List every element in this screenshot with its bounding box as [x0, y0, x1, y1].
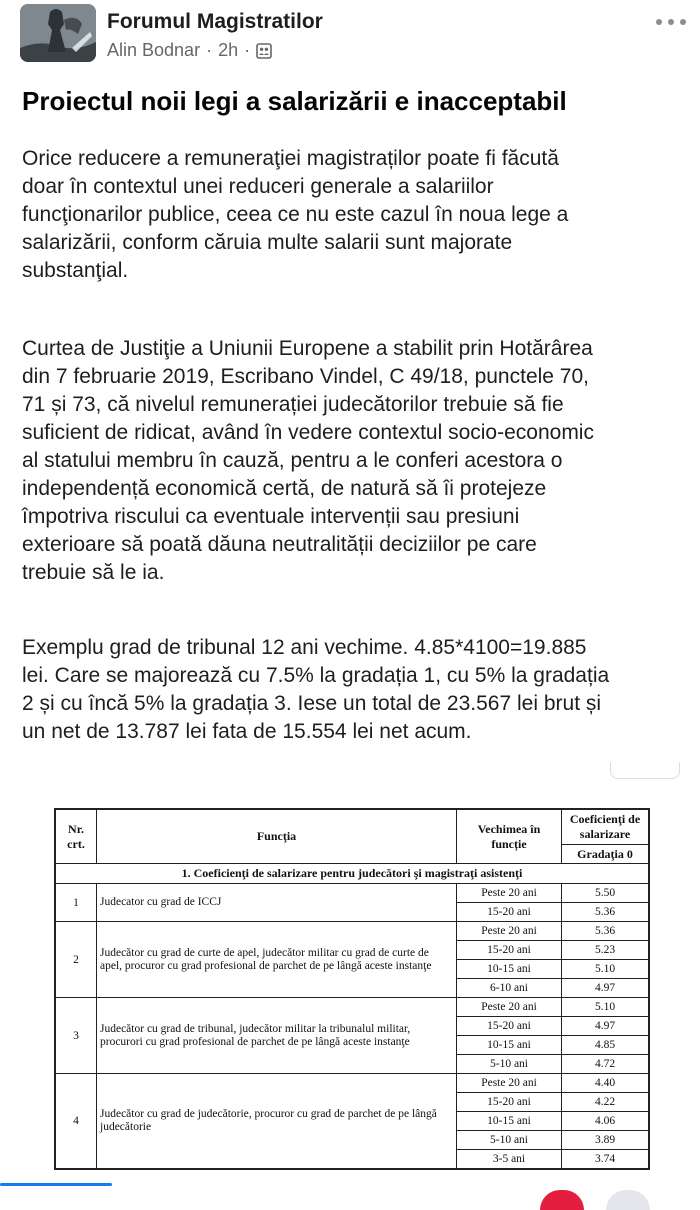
coefficient-cell: 4.72: [562, 1055, 650, 1074]
seniority-cell: 15-20 ani: [457, 903, 562, 922]
paragraph-line: suficient de ridicat, având în vedere contextul socio-economic: [22, 421, 594, 444]
table-row: [55, 998, 649, 1017]
function-description: Judecător cu grad de judecătorie, procuror cu grad de parchet de pe lângă judecătorie: [97, 1074, 457, 1170]
table-row: [55, 1074, 649, 1093]
reaction-button[interactable]: [606, 1190, 650, 1210]
photo-tag-box: [610, 762, 680, 779]
table-row: [55, 884, 649, 903]
paragraph-line: doar în contextul unei reduceri generale a salariilor: [22, 175, 494, 198]
dot-icon: [668, 19, 674, 25]
statue-icon: [20, 4, 96, 62]
salary-table: [54, 808, 650, 1170]
dot-icon: [680, 19, 686, 25]
row-number: 2: [55, 922, 97, 998]
paragraph-line: Curtea de Justiţie a Uniunii Europene a stabilit prin Hotărârea: [22, 337, 593, 360]
seniority-cell: Peste 20 ani: [457, 1074, 562, 1093]
col-header-gradatia: Gradaţia 0: [562, 845, 650, 864]
paragraph-line: funcţionarilor publice, ceea ce nu este cazul în noua lege a: [22, 203, 569, 226]
paragraph-line: substanţial.: [22, 259, 129, 282]
coefficient-cell: 4.85: [562, 1036, 650, 1055]
coefficient-cell: 5.10: [562, 960, 650, 979]
seniority-cell: Peste 20 ani: [457, 884, 562, 903]
scroll-indicator: [0, 1183, 112, 1186]
col-header-vechime: Vechimea în funcție: [457, 809, 562, 864]
col-header-nr: Nr. crt.: [55, 809, 97, 864]
paragraph-line: 71 și 73, că nivelul remunerației judecătorilor trebuie să fie: [22, 393, 564, 416]
coefficient-cell: 5.50: [562, 884, 650, 903]
seniority-cell: Peste 20 ani: [457, 922, 562, 941]
post-paragraph: [22, 335, 694, 587]
post-meta: [107, 40, 272, 61]
coefficient-cell: 3.74: [562, 1150, 650, 1170]
post-title: Proiectul noii legi a salarizării e inacceptabil: [22, 86, 567, 116]
post-paragraph: [22, 634, 694, 746]
more-options-button[interactable]: [656, 12, 686, 32]
paragraph-line: lei. Care se majorează cu 7.5% la gradația 1, cu 5% la gradația: [22, 664, 610, 687]
paragraph-line: salarizării, conform căruia multe salarii sunt majorate: [22, 231, 513, 254]
coefficient-cell: 4.06: [562, 1112, 650, 1131]
table-body: [55, 864, 649, 1170]
seniority-cell: 5-10 ani: [457, 1055, 562, 1074]
seniority-cell: 15-20 ani: [457, 1093, 562, 1112]
function-description: Judecător cu grad de tribunal, judecător militar la tribunalul militar, procurori cu grad profesional de parchet de pe lângă aceste instanţe: [97, 998, 457, 1074]
function-description: Judecator cu grad de ICCJ: [97, 884, 457, 922]
coefficient-cell: 5.10: [562, 998, 650, 1017]
paragraph-line: Exemplu grad de tribunal 12 ani vechime. 4.85*4100=19.885: [22, 636, 587, 659]
paragraph-line: trebuie să le ia.: [22, 561, 165, 584]
seniority-cell: Peste 20 ani: [457, 998, 562, 1017]
paragraph-line: un net de 13.787 lei fata de 15.554 lei net acum.: [22, 720, 472, 743]
row-number: 1: [55, 884, 97, 922]
seniority-cell: 15-20 ani: [457, 1017, 562, 1036]
seniority-cell: 10-15 ani: [457, 1112, 562, 1131]
seniority-cell: 10-15 ani: [457, 960, 562, 979]
coefficient-cell: 4.22: [562, 1093, 650, 1112]
meta-separator: ·: [206, 40, 213, 60]
group-avatar[interactable]: [20, 4, 96, 62]
paragraph-line: independență economică certă, de natură să îi protejeze: [22, 477, 547, 500]
row-number: 3: [55, 998, 97, 1074]
dot-icon: [656, 19, 662, 25]
section-title: 1. Coeficienţi de salarizare pentru judecători şi magistraţi asistenţi: [55, 864, 649, 884]
coefficient-cell: 5.36: [562, 903, 650, 922]
paragraph-line: al statului membru în cauză, pentru a le conferi acestora o: [22, 449, 563, 472]
members-icon: [256, 43, 272, 59]
reaction-button[interactable]: [540, 1190, 584, 1210]
col-header-coeficienti: Coeficienţi de salarizare: [562, 809, 650, 845]
post-paragraph: [22, 145, 694, 285]
meta-separator: ·: [244, 40, 251, 60]
function-description: Judecător cu grad de curte de apel, judecător militar cu grad de curte de apel, procuror cu grad profesional de parchet de pe lângă aceste instanţe: [97, 922, 457, 998]
seniority-cell: 5-10 ani: [457, 1131, 562, 1150]
post-header: [0, 0, 700, 70]
seniority-cell: 10-15 ani: [457, 1036, 562, 1055]
paragraph-line: din 7 februarie 2019, Escribano Vindel, C 49/18, punctele 70,: [22, 365, 589, 388]
paragraph-line: 2 și cu încă 5% la gradația 3. Iese un total de 23.567 lei brut și: [22, 692, 602, 715]
coefficient-cell: 4.97: [562, 979, 650, 998]
post-time[interactable]: 2h: [218, 40, 239, 60]
coefficient-cell: 5.36: [562, 922, 650, 941]
paragraph-line: împotriva riscului ca eventuale intervenții sau presiuni: [22, 505, 520, 528]
seniority-cell: 3-5 ani: [457, 1150, 562, 1170]
col-header-functia: Funcţia: [97, 809, 457, 864]
coefficient-cell: 4.97: [562, 1017, 650, 1036]
seniority-cell: 15-20 ani: [457, 941, 562, 960]
paragraph-line: Orice reducere a remuneraţiei magistraților poate fi făcută: [22, 147, 559, 170]
post-image-table[interactable]: [54, 808, 641, 1170]
group-name[interactable]: Forumul Magistratilor: [107, 10, 323, 33]
table-row: [55, 922, 649, 941]
coefficient-cell: 3.89: [562, 1131, 650, 1150]
coefficient-cell: 5.23: [562, 941, 650, 960]
coefficient-cell: 4.40: [562, 1074, 650, 1093]
author-name[interactable]: Alin Bodnar: [107, 40, 201, 60]
row-number: 4: [55, 1074, 97, 1170]
seniority-cell: 6-10 ani: [457, 979, 562, 998]
paragraph-line: exterioare să poată dăuna neutralității deciziilor pe care: [22, 533, 537, 556]
